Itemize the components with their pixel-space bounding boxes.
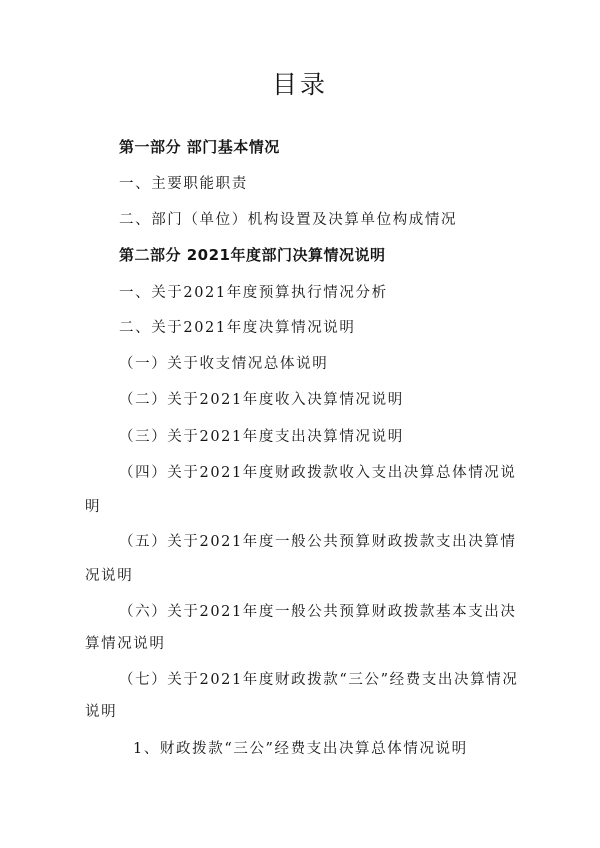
toc-entry: 一、关于2021年度预算执行情况分析 bbox=[119, 285, 388, 301]
toc-entry: （一）关于收支情况总体说明 bbox=[119, 356, 329, 372]
toc-entry: 二、关于2021年度决算情况说明 bbox=[119, 320, 356, 336]
toc-entry: 1、财政拨款“三公”经费支出决算总体情况说明 bbox=[133, 741, 468, 757]
toc-entry-continuation: 算情况说明 bbox=[85, 636, 166, 652]
toc-entry: 一、主要职能职责 bbox=[119, 176, 248, 192]
page-title: 目录 bbox=[271, 70, 328, 99]
toc-entry: （六）关于2021年度一般公共预算财政拨款基本支出决 bbox=[119, 604, 517, 620]
toc-entry: （二）关于2021年度收入决算情况说明 bbox=[119, 392, 404, 408]
toc-entry-continuation: 说明 bbox=[85, 704, 118, 720]
toc-part-1-heading: 第一部分 部门基本情况 bbox=[119, 138, 280, 156]
toc-entry-continuation: 况说明 bbox=[85, 568, 134, 584]
toc-entry: 二、部门（单位）机构设置及决算单位构成情况 bbox=[119, 212, 458, 228]
toc-entry: （五）关于2021年度一般公共预算财政拨款支出决算情 bbox=[119, 534, 517, 550]
toc-entry: （三）关于2021年度支出决算情况说明 bbox=[119, 429, 404, 445]
toc-entry-continuation: 明 bbox=[85, 499, 102, 515]
toc-entry: （四）关于2021年度财政拨款收入支出决算总体情况说 bbox=[119, 465, 517, 481]
toc-part-2-heading: 第二部分 2021年度部门决算情况说明 bbox=[119, 246, 386, 264]
toc-entry: （七）关于2021年度财政拨款“三公”经费支出决算情况 bbox=[119, 672, 519, 688]
